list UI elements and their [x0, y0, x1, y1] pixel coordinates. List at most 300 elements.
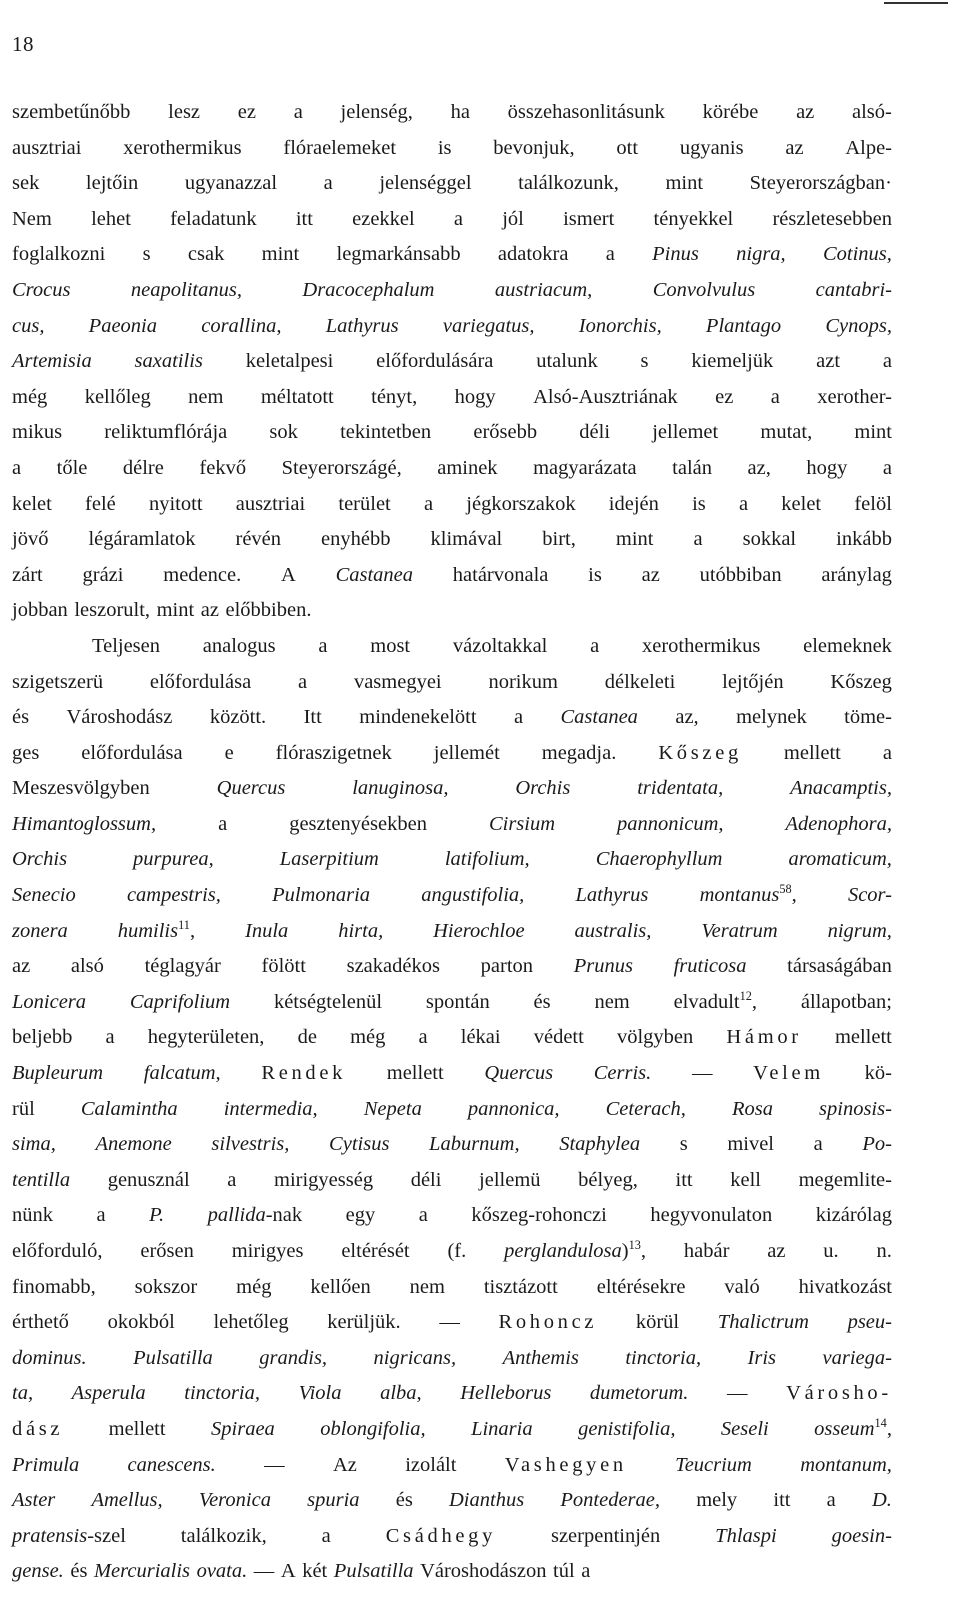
- italic-word: fruticosa: [673, 955, 747, 978]
- text-line: [12, 273, 892, 309]
- word: talán: [672, 456, 712, 479]
- italic-word: Bupleurum: [12, 1062, 104, 1085]
- italic-word: Linaria: [471, 1417, 533, 1440]
- word: határvonala: [452, 563, 549, 586]
- italic-word: Seseli: [720, 1417, 769, 1440]
- word: és: [395, 1489, 413, 1512]
- word: ausztriai: [12, 136, 82, 159]
- word: jelenséggel: [379, 172, 472, 195]
- word: állapotban;: [800, 990, 892, 1013]
- text-line: [12, 914, 892, 950]
- word: való: [724, 1275, 760, 1298]
- word: mirigyes: [231, 1240, 304, 1262]
- word: előforduló,: [12, 1240, 103, 1262]
- italic-word: Scor-: [847, 884, 892, 907]
- word: téglagyár: [144, 955, 221, 978]
- word: találkozunk,: [518, 172, 619, 195]
- word: a: [293, 101, 303, 123]
- word: déli: [579, 421, 611, 444]
- italic-word: gense.: [12, 1560, 64, 1583]
- word: Itt: [303, 706, 322, 729]
- word: védett: [533, 1026, 584, 1049]
- word: lejtőin: [85, 172, 139, 195]
- italic-word: Cynops,: [825, 314, 892, 337]
- word: kiemeljük: [691, 350, 774, 373]
- italic-word: zonera: [12, 919, 68, 942]
- word: ausztriai: [235, 492, 306, 515]
- italic-word: Cytisus: [329, 1133, 390, 1156]
- italic-word: goesin-: [831, 1524, 892, 1547]
- word: is: [692, 492, 706, 515]
- italic-word: Orchis: [515, 777, 571, 800]
- italic-word: Thalictrum: [717, 1311, 809, 1334]
- italic-word: Anemone: [95, 1133, 172, 1156]
- word: fölött: [261, 955, 306, 978]
- text-line: [12, 949, 892, 985]
- word: az: [767, 1240, 786, 1262]
- italic-word: purpurea,: [133, 848, 214, 871]
- word: és: [533, 990, 551, 1013]
- italic-word: corallina,: [201, 314, 282, 337]
- text-line: [12, 380, 892, 416]
- italic-word: neapolitanus,: [130, 278, 242, 301]
- word: beljebb: [12, 1026, 73, 1049]
- word: ott: [616, 136, 639, 159]
- word: bélyeg,: [578, 1168, 638, 1191]
- word: e: [224, 741, 234, 764]
- italic-word: Mercurialis: [93, 1560, 191, 1583]
- word: is: [588, 563, 602, 586]
- text-line: [12, 593, 892, 629]
- word: reliktumflórája: [104, 421, 228, 444]
- word: a: [590, 634, 600, 657]
- text-line: [12, 807, 892, 843]
- italic-word: Po-: [862, 1133, 892, 1156]
- word: kerüljük.: [327, 1311, 401, 1334]
- word: sok: [269, 421, 298, 444]
- word: hogy: [454, 385, 496, 408]
- word: nyitott: [148, 492, 203, 515]
- italic-word: Caprifolium: [129, 990, 231, 1013]
- italic-word: Viola: [298, 1382, 342, 1405]
- text-line: [12, 1519, 892, 1555]
- word: tőle: [56, 456, 88, 479]
- word: révén: [235, 528, 282, 551]
- word: klimával: [430, 528, 503, 551]
- word: a: [96, 1204, 106, 1227]
- word: spontán: [425, 990, 490, 1013]
- word: vasmegyei: [353, 670, 442, 693]
- word: kö-: [864, 1062, 892, 1085]
- italic-word: Iris: [747, 1346, 777, 1369]
- italic-word: Pulmonaria: [272, 884, 371, 907]
- word: ges: [12, 741, 40, 764]
- word: most: [370, 634, 411, 657]
- text-line: [12, 1056, 892, 1092]
- italic-word: Castanea: [560, 706, 638, 729]
- italic-word: Hierochloe: [433, 919, 525, 942]
- word: feladatunk: [170, 207, 257, 230]
- italic-word: Asperula: [71, 1382, 146, 1405]
- word: sokkal: [742, 528, 797, 551]
- word: s: [640, 350, 649, 373]
- italic-word: Senecio: [12, 884, 76, 907]
- italic-word: D.: [871, 1489, 892, 1512]
- word: utalunk: [536, 350, 598, 373]
- spaced-word: Velem: [753, 1062, 824, 1085]
- word: genusznál: [107, 1168, 190, 1191]
- italic-word: ta,: [12, 1382, 34, 1405]
- italic-word: ovata.: [196, 1560, 248, 1583]
- word: mint: [665, 172, 704, 195]
- text-line: [12, 1270, 892, 1306]
- word: a: [770, 385, 780, 408]
- word: mirigyesség: [274, 1168, 374, 1191]
- word: a: [321, 1524, 331, 1547]
- italic-word: perglandulosa)$^{13}$,: [504, 1238, 647, 1262]
- italic-word: Plantago: [705, 314, 782, 337]
- word: Kőszeg: [830, 670, 892, 693]
- italic-word: Lathyrus: [575, 884, 649, 907]
- text-line: [12, 522, 892, 558]
- word: jelenség,: [340, 101, 413, 123]
- word: tekintetben: [340, 421, 432, 444]
- text-line: [12, 878, 892, 914]
- italic-word: silvestris,: [211, 1133, 290, 1156]
- text-line: [12, 771, 892, 807]
- word: kizárólag: [815, 1204, 892, 1227]
- italic-word: Anacamptis,: [790, 777, 892, 800]
- italic-word: tinctoria,: [184, 1382, 260, 1405]
- word: lehet: [91, 207, 131, 230]
- italic-word: sima,: [12, 1133, 56, 1156]
- word: és: [70, 1560, 88, 1583]
- word: megemlite-: [798, 1168, 892, 1191]
- spaced-word: Csádhegy: [385, 1524, 497, 1547]
- word: a: [693, 528, 703, 551]
- italic-word: falcatum,: [143, 1062, 221, 1085]
- word: s: [679, 1133, 688, 1156]
- text-line: [12, 451, 892, 487]
- italic-word: lanuginosa,: [352, 777, 449, 800]
- word: a: [581, 1560, 591, 1583]
- italic-word: variegatus,: [442, 314, 535, 337]
- spaced-word: Városho-: [786, 1382, 892, 1405]
- italic-word: Himantoglossum,: [12, 812, 157, 835]
- word: finomabb,: [12, 1275, 96, 1298]
- word: kell: [730, 1168, 761, 1191]
- italic-word: intermedia,: [223, 1097, 318, 1120]
- word: norikum: [488, 670, 558, 693]
- word: jól: [502, 207, 524, 230]
- word: Teljesen: [92, 634, 161, 657]
- word: parton: [480, 955, 534, 978]
- word: Az: [332, 1453, 357, 1476]
- top-rule: [884, 2, 948, 4]
- word: mikus: [12, 421, 63, 444]
- word: a: [513, 706, 524, 729]
- word: idején: [608, 492, 659, 515]
- spaced-word: Hámor: [726, 1026, 802, 1049]
- word: a: [218, 812, 228, 835]
- word: hivatkozást: [798, 1275, 892, 1298]
- word: még: [12, 385, 48, 408]
- word: szembetűnőbb: [12, 101, 131, 123]
- italic-word: spuria: [307, 1489, 360, 1512]
- word: aminek: [437, 456, 498, 479]
- text-line: [12, 1234, 892, 1270]
- word: sek: [12, 172, 40, 195]
- word: csak: [187, 243, 225, 266]
- text-line: [12, 237, 892, 273]
- word: gesztenyésekben: [289, 812, 427, 835]
- word: a: [418, 1026, 428, 1049]
- word: az,: [675, 706, 699, 729]
- italic-word: pannonica,: [467, 1097, 560, 1120]
- italic-word: aromaticum,: [788, 848, 892, 871]
- word: izolált: [405, 1453, 457, 1476]
- word: nünk: [12, 1204, 53, 1227]
- word: az,: [747, 456, 771, 479]
- word: a: [105, 1026, 115, 1049]
- text-line: [12, 95, 892, 131]
- word: grázi: [82, 563, 124, 586]
- italic-word: alba,: [380, 1382, 422, 1405]
- word: medence.: [163, 563, 242, 586]
- italic-word: Laserpitium: [279, 848, 379, 871]
- text-line: [12, 1198, 892, 1234]
- text-line: [12, 1448, 892, 1484]
- word: mely: [696, 1489, 738, 1512]
- word: (f.: [447, 1240, 467, 1262]
- italic-word: dumetorum.: [589, 1382, 689, 1405]
- italic-word: nigrum,: [827, 919, 892, 942]
- word: —: [691, 1062, 713, 1085]
- italic-word: campestris,: [126, 884, 221, 907]
- text-line: [12, 1092, 892, 1128]
- italic-word: Calamintha: [80, 1097, 178, 1120]
- word: alsó: [70, 955, 104, 978]
- italic-word: P.: [149, 1204, 165, 1227]
- italic-word: nigra,: [736, 243, 786, 266]
- word: a: [882, 741, 892, 764]
- word: flóraelemeket: [283, 136, 397, 159]
- word: mellett: [386, 1062, 444, 1085]
- italic-word: osseum$^{14}$,: [814, 1416, 892, 1440]
- word: túl: [553, 1560, 575, 1583]
- word: Városhodászon: [420, 1560, 547, 1583]
- page-number: 18: [12, 32, 34, 56]
- italic-word: humilis$^{11}$,: [117, 917, 196, 942]
- word: ezekkel: [352, 207, 415, 230]
- text-line: [12, 1305, 892, 1341]
- text-line: [12, 415, 892, 451]
- text-line: [12, 665, 892, 701]
- word: Városhodász: [66, 706, 173, 729]
- word: elvadult$^{12}$,: [673, 989, 758, 1013]
- body-text: [12, 95, 892, 1590]
- italic-word: saxatilis: [134, 350, 203, 373]
- text-line: [12, 842, 892, 878]
- word: rül: [12, 1097, 35, 1120]
- italic-word: Crocus: [12, 278, 71, 301]
- word: töme-: [844, 706, 892, 729]
- word: nem: [409, 1275, 445, 1298]
- italic-word: pallida-nak: [207, 1204, 303, 1227]
- word: megadja.: [541, 741, 617, 764]
- word: és: [12, 706, 30, 729]
- word: előfordulása: [81, 741, 183, 764]
- word: délkeleti: [604, 670, 676, 693]
- italic-word: hirta,: [338, 919, 384, 942]
- spaced-word: Rendek: [261, 1062, 347, 1085]
- word: keletalpesi: [245, 350, 334, 373]
- word: méltatott: [260, 385, 334, 408]
- word: az: [785, 136, 804, 159]
- word: xerothermikus: [123, 136, 242, 159]
- word: mint: [156, 599, 195, 622]
- word: körébe: [702, 101, 759, 123]
- word: legmarkánsabb: [336, 243, 461, 266]
- word: inkább: [836, 528, 892, 551]
- word: felöl: [854, 492, 892, 515]
- text-line: [12, 309, 892, 345]
- word: előfordulása: [149, 670, 252, 693]
- text-line: [12, 629, 892, 665]
- word: —: [264, 1453, 285, 1476]
- text-line: [12, 1341, 892, 1377]
- word: Alpe-: [845, 136, 892, 159]
- italic-word: Prunus: [573, 955, 633, 978]
- text-line: [12, 736, 892, 772]
- italic-word: Cerris.: [593, 1062, 652, 1085]
- word: de: [297, 1026, 317, 1049]
- word: lékai: [460, 1026, 501, 1049]
- word: birt,: [542, 528, 576, 551]
- word: mint: [261, 243, 300, 266]
- word: —: [727, 1382, 748, 1405]
- word: bevonjuk,: [493, 136, 575, 159]
- word: az: [796, 101, 815, 123]
- italic-word: Cotinus,: [822, 243, 892, 266]
- text-line: [12, 700, 892, 736]
- word: eltérésekre: [596, 1275, 686, 1298]
- word: előbbiben.: [225, 599, 312, 622]
- text-line: [12, 1163, 892, 1199]
- word: kelet: [12, 492, 52, 515]
- word: terület: [338, 492, 391, 515]
- word: Steyerországé,: [281, 456, 402, 479]
- italic-word: Artemisia: [12, 350, 92, 373]
- word: délre: [122, 456, 164, 479]
- word: déli: [410, 1168, 442, 1191]
- word: eltérését: [341, 1240, 410, 1262]
- italic-word: Spiraea: [211, 1417, 275, 1440]
- word: érthető: [12, 1311, 69, 1334]
- word: a: [738, 492, 749, 515]
- word: a: [298, 670, 308, 693]
- word: körül: [635, 1311, 680, 1334]
- word: n.: [876, 1240, 892, 1262]
- italic-word: Rosa: [731, 1097, 773, 1120]
- word: a: [605, 243, 615, 266]
- italic-word: variega-: [822, 1346, 892, 1369]
- word: ha: [450, 101, 470, 123]
- italic-word: cus,: [12, 314, 45, 337]
- word: jövő: [12, 528, 49, 551]
- word: ez: [715, 385, 734, 408]
- word: leszorult,: [74, 599, 151, 622]
- text-line: [12, 558, 892, 594]
- spaced-word: Kőszeg: [658, 741, 742, 764]
- italic-word: Chaerophyllum: [595, 848, 723, 871]
- word: találkozik,: [180, 1524, 267, 1547]
- word: kellőleg: [84, 385, 151, 408]
- word: a: [826, 1489, 836, 1512]
- italic-word: Thlaspi: [715, 1524, 777, 1547]
- word: a: [418, 1204, 428, 1227]
- word: a: [227, 1168, 237, 1191]
- italic-word: dominus.: [12, 1346, 87, 1369]
- word: analogus: [202, 634, 276, 657]
- word: nem: [188, 385, 224, 408]
- word: adatokra: [497, 243, 569, 266]
- italic-word: Pontederae,: [560, 1489, 660, 1512]
- spaced-word: Rohoncz: [498, 1311, 598, 1334]
- word: tisztázott: [483, 1275, 558, 1298]
- word: hegyvonulaton: [650, 1204, 773, 1227]
- word: hegyterületen,: [147, 1026, 265, 1049]
- word: enyhébb: [321, 528, 391, 551]
- italic-word: Laburnum,: [429, 1133, 520, 1156]
- italic-word: tridentata,: [637, 777, 724, 800]
- text-line: [12, 1554, 892, 1590]
- word: alsó-: [852, 101, 892, 123]
- word: jellemü: [479, 1168, 541, 1191]
- word: a: [882, 456, 892, 479]
- word: aránylag: [821, 563, 892, 586]
- word: erősebb: [473, 421, 538, 444]
- word: egy: [345, 1204, 376, 1227]
- italic-word: canescens.: [127, 1453, 216, 1476]
- word: tényt,: [371, 385, 418, 408]
- italic-word: pseu-: [847, 1311, 892, 1334]
- italic-word: tinctoria,: [625, 1346, 702, 1369]
- word: társaságában: [787, 955, 892, 978]
- word: utóbbiban: [699, 563, 782, 586]
- text-line: [12, 985, 892, 1021]
- word: Nem: [12, 207, 52, 230]
- word: Steyerországban·: [749, 172, 892, 195]
- word: u.: [823, 1240, 839, 1262]
- word: ez: [237, 101, 256, 123]
- word: itt: [295, 207, 313, 230]
- word: még: [350, 1026, 386, 1049]
- word: között.: [209, 706, 267, 729]
- italic-word: Pulsatilla: [133, 1346, 213, 1369]
- italic-word: australis,: [574, 919, 652, 942]
- italic-word: latifolium,: [444, 848, 530, 871]
- spaced-word: Vashegyen: [504, 1453, 627, 1476]
- word: itt: [773, 1489, 791, 1512]
- word: a: [423, 492, 434, 515]
- word: a: [12, 456, 22, 479]
- word: melynek: [736, 706, 807, 729]
- word: mint: [854, 421, 892, 444]
- word: mellett: [783, 741, 841, 764]
- word: a: [318, 634, 328, 657]
- italic-word: Quercus: [216, 777, 286, 800]
